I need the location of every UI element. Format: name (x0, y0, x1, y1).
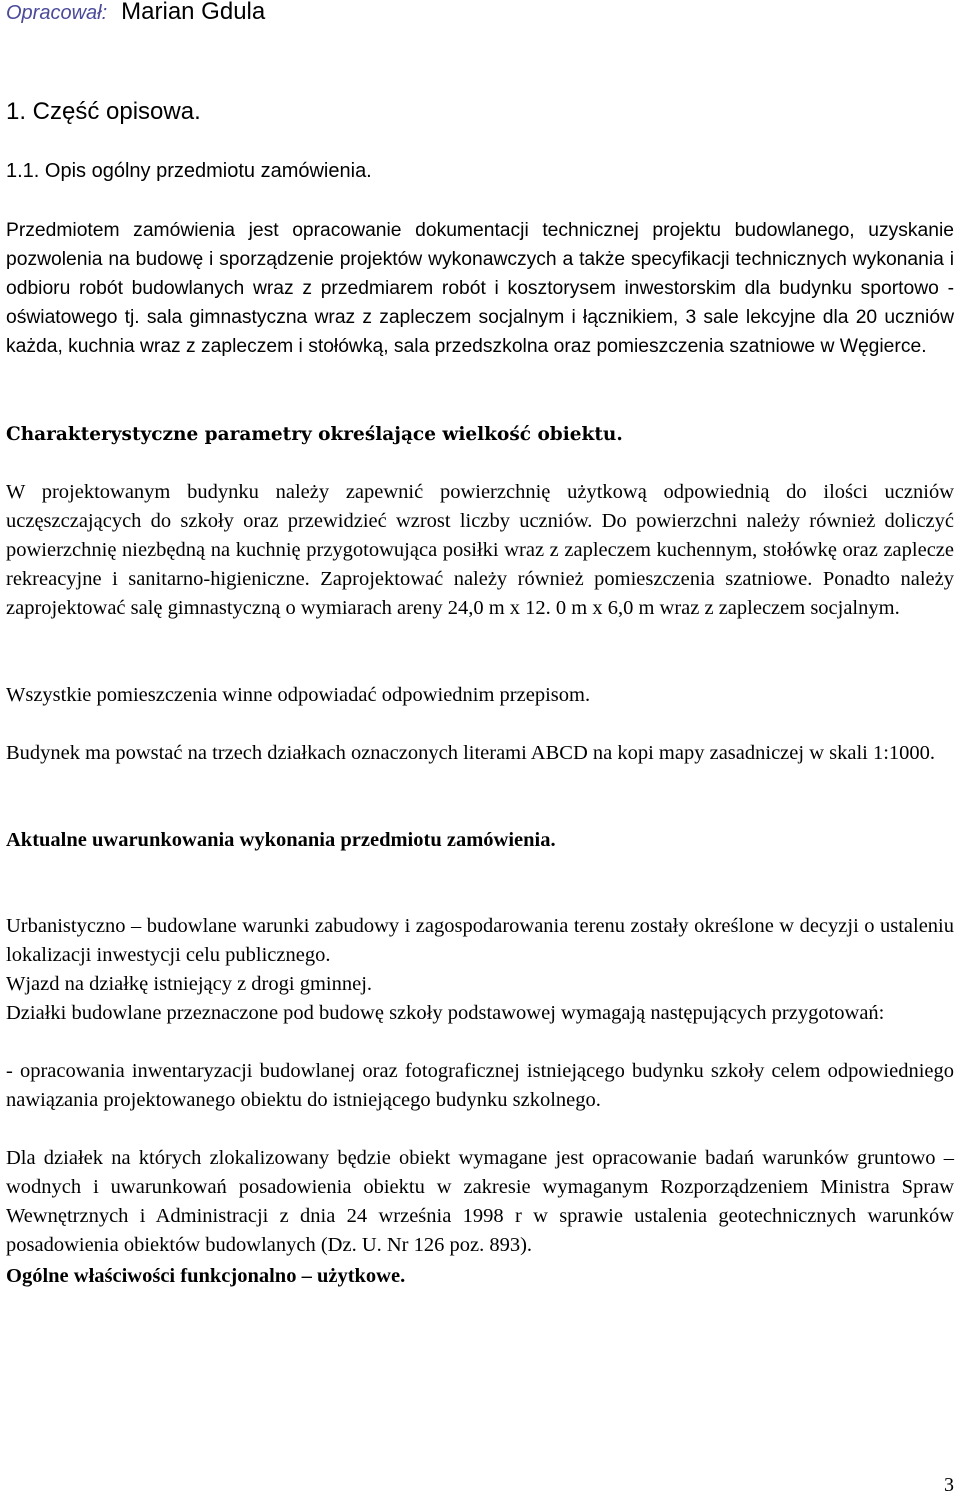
regulations-sentence: Wszystkie pomieszczenia winne odpowiadać odpowiednim przepisom. (6, 684, 591, 706)
parameters-paragraph: W projektowanym budynku należy zapewnić powierzchnię użytkową odpowiednią do ilości uczniów uczęszczających do szkoły oraz przewidzieć wzrost liczby uczniów. Do powierzchni należy również doliczyć powierzchnię niezbędną na kuchnię przygotowująca posiłki wraz z zapleczem kuchennym, stołówkę oraz zaplecze rekreacyjne i sanitarno-higieniczne. Zaprojektować należy również pomieszczenia szatniowe. Ponadto należy zaprojektować salę gimnastyczną o wymiarach areny 24,0 m x 12. 0 m x 6,0 m wraz z zapleczem socjalnym. (6, 481, 954, 619)
conditions-line-1: Urbanistyczno – budowlane warunki zabudowy i zagospodarowania terenu zostały określone w decyzji o ustaleniu lokalizacji inwestycji celu publicznego. (6, 915, 954, 966)
conditions-line-2: Wjazd na działkę istniejący z drogi gminnej. (6, 973, 373, 995)
conditions-line-3: Działki budowlane przeznaczone pod budowę szkoły podstawowej wymagają następujących przygotowań: (6, 1002, 885, 1024)
conditions-line-4: - opracowania inwentaryzacji budowlanej oraz fotograficznej istniejącego budynku szkoły celem odpowiedniego nawiązania projektowanego obiektu do istniejącego budynku szkolnego. (6, 1060, 954, 1111)
functional-heading: Ogólne właściwości funkcjonalno – użytkowe. (6, 1265, 406, 1287)
document-header (6, 0, 265, 26)
conditions-line-5: Dla działek na których zlokalizowany będzie obiekt wymagane jest opracowanie badań warunków gruntowo – wodnych i uwarunkowań posadowienia obiektu w zakresie wymaganym Rozporządzeniem Ministra Spraw Wewnętrznych i Administracji z dnia 24 września 1998 r w sprawie ustalenia geotechnicznych warunków posadowienia obiektów budowlanych (Dz. U. Nr 126 poz. 893). (6, 1147, 954, 1256)
subsection-title: 1.1. Opis ogólny przedmiotu zamówienia. (6, 160, 372, 182)
page-number: 3 (944, 1474, 954, 1496)
header-label: Opracował: (6, 2, 108, 24)
intro-paragraph: Przedmiotem zamówienia jest opracowanie dokumentacji technicznej projektu budowlanego, uzyskanie pozwolenia na budowę i sporządzenie projektów wykonawczych a także specyfikacji technicznych wykonania i odbioru robót budowlanych wraz z przedmiarem robót i kosztorysem inwestorskim dla budynku sportowo - oświatowego tj. sala gimnastyczna wraz z zapleczem socjalnym i łącznikiem, 3 sale lekcyjne dla 20 uczniów każda, kuchnia wraz z zapleczem i stołówką, sala przedszkolna oraz pomieszczenia szatniowe w Węgierce. (6, 220, 954, 357)
plots-paragraph: Budynek ma powstać na trzech działkach oznaczonych literami ABCD na kopi mapy zasadniczej w skali 1:1000. (6, 742, 936, 764)
parameters-heading: Charakterystyczne parametry określające wielkość obiektu. (6, 424, 623, 445)
section-title: 1. Część opisowa. (6, 98, 201, 125)
conditions-heading: Aktualne uwarunkowania wykonania przedmiotu zamówienia. (6, 829, 556, 851)
header-author: Marian Gdula (121, 0, 266, 25)
